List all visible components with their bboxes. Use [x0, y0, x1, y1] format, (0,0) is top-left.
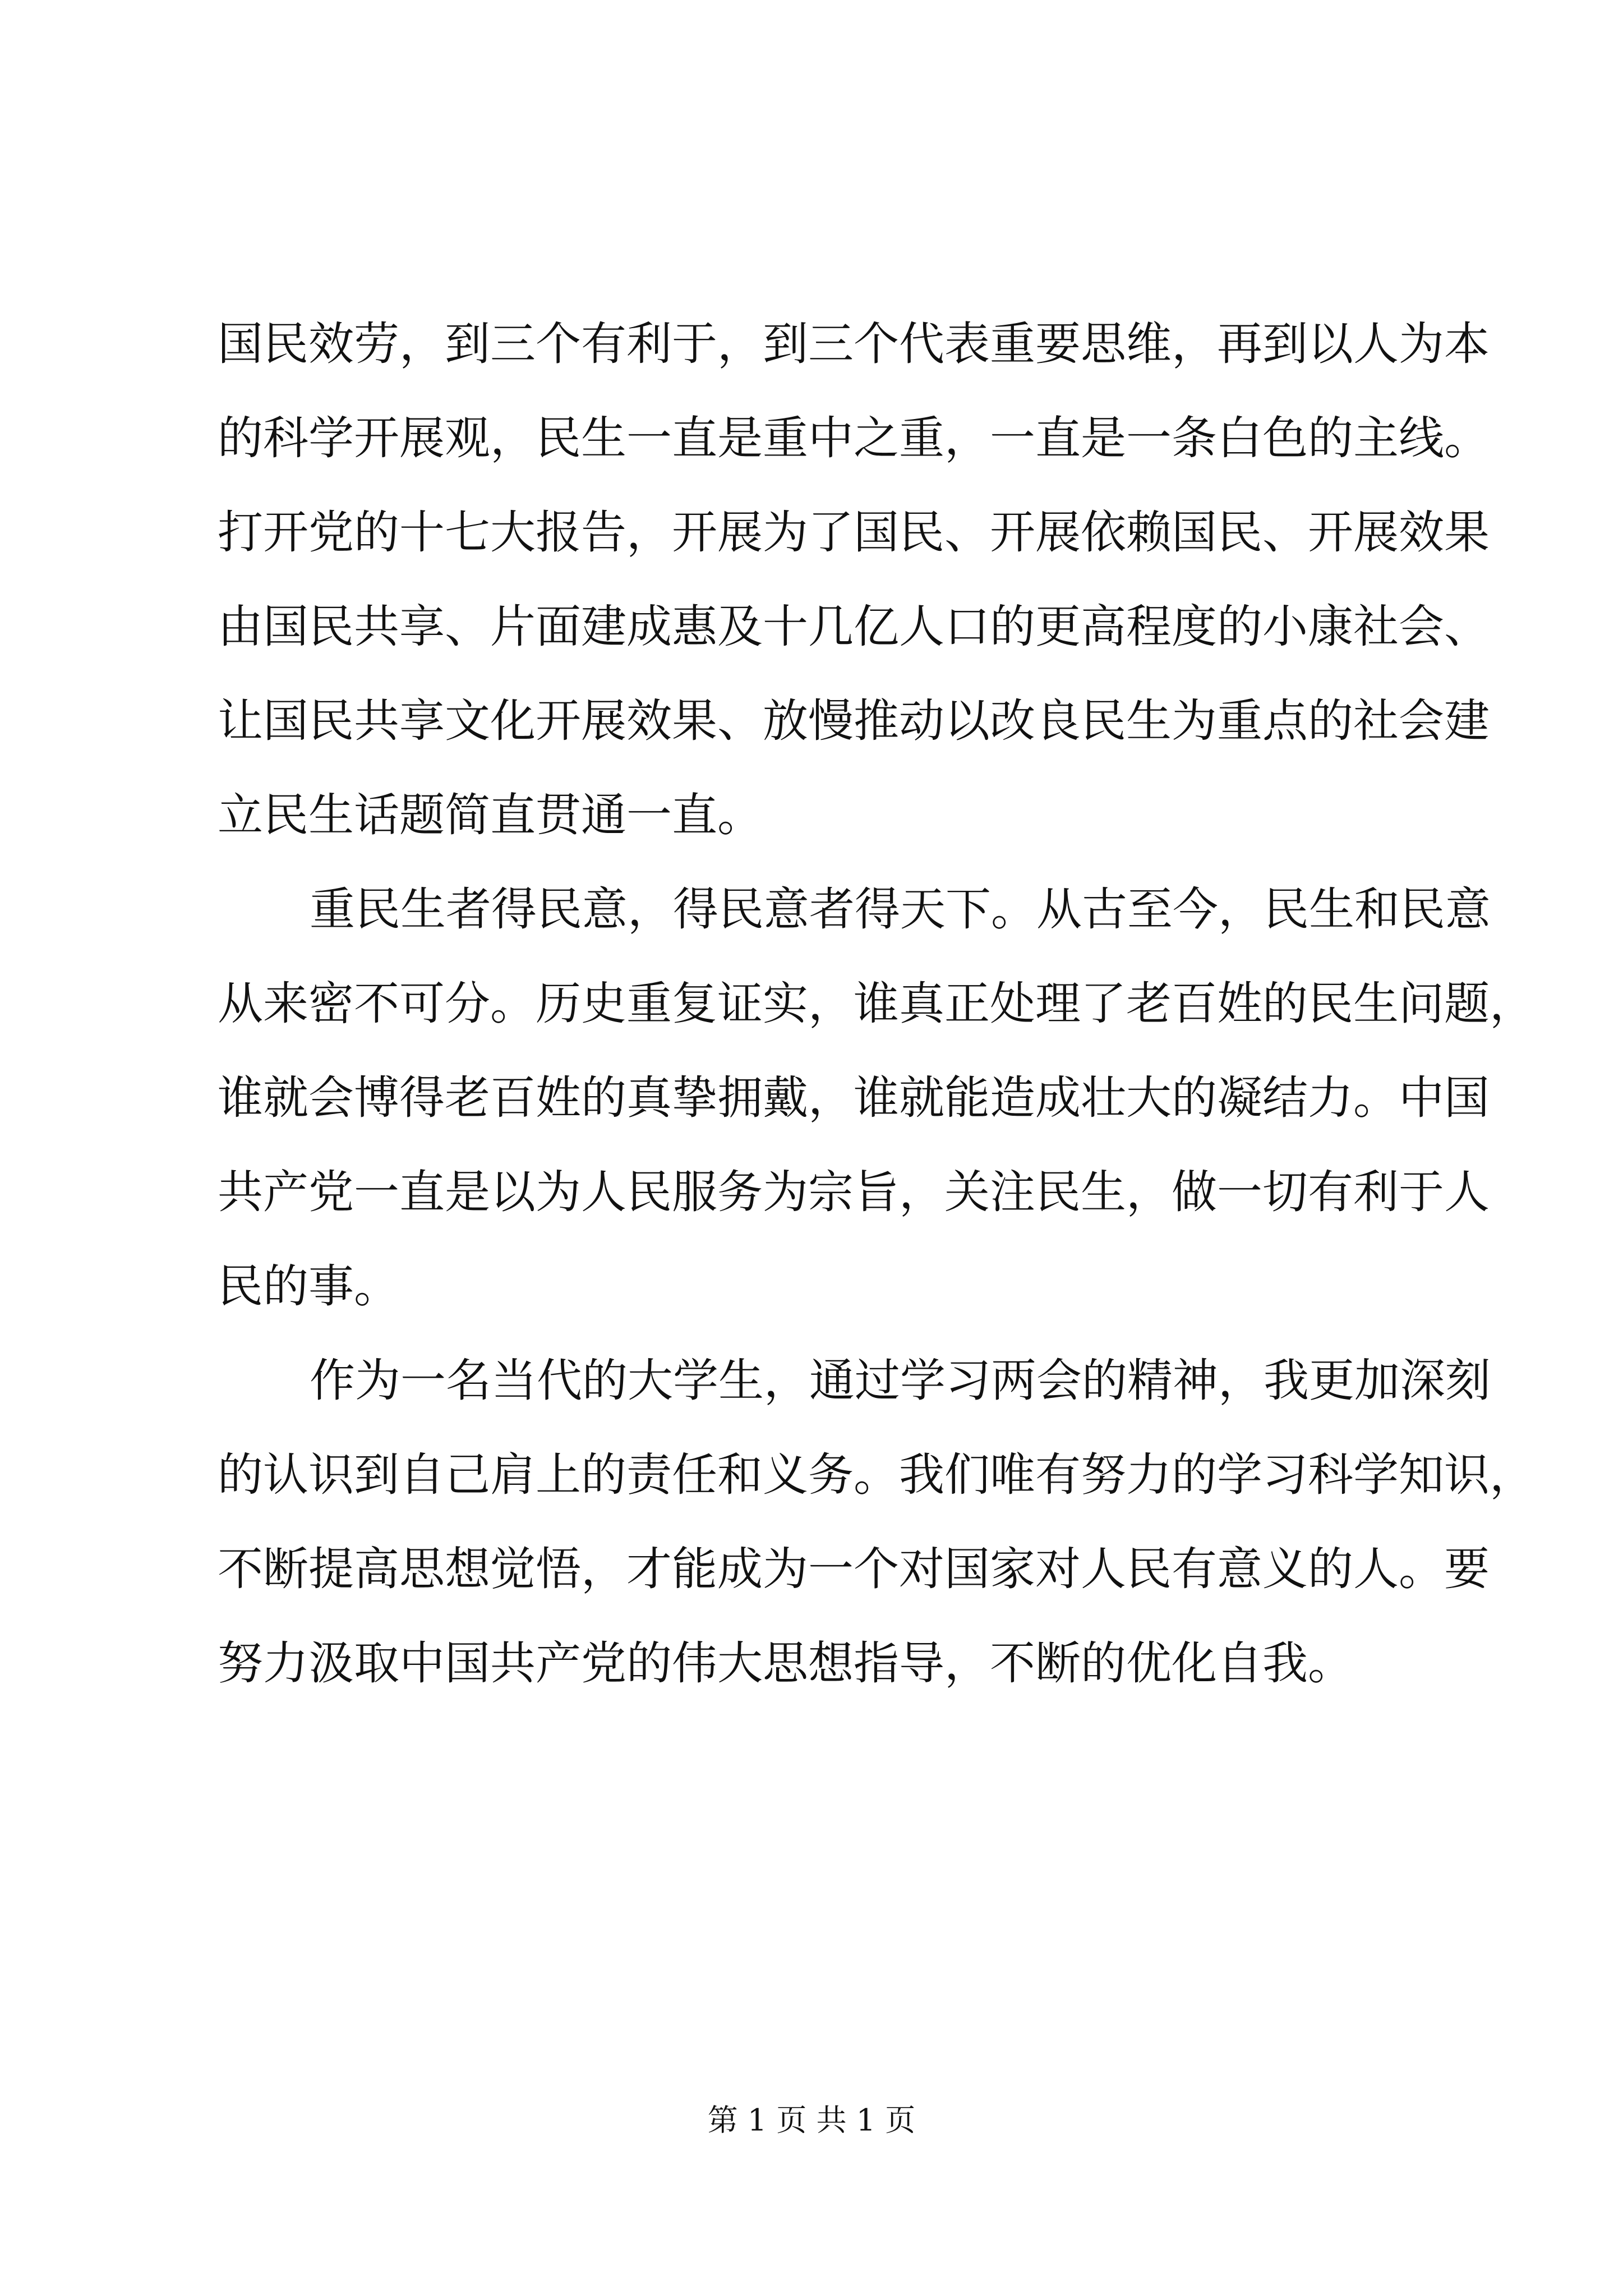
text-line: 民的事。 [218, 1260, 400, 1313]
paragraph-1 [218, 297, 1490, 863]
text-line: 从来密不可分。历史重复证实，谁真正处理了老百姓的民生问题， [218, 978, 1536, 1030]
text-line: 由国民共享、片面建成惠及十几亿人口的更高程度的小康社会、 [218, 601, 1490, 654]
page-footer: 第 1 页 共 1 页 [707, 2102, 916, 2138]
text-line: 努力汲取中国共产党的伟大思想指导，不断的优化自我。 [218, 1637, 1354, 1690]
text-line: 让国民共享文化开展效果、放慢推动以改良民生为重点的社会建 [218, 695, 1490, 748]
paragraph-3 [218, 1334, 1536, 1711]
text-line: 国民效劳，到三个有利于，到三个代表重要思维，再到以人为本 [218, 318, 1490, 371]
text-line: 作为一名当代的大学生，通过学习两会的精神，我更加深刻 [310, 1355, 1491, 1407]
paragraph-2 [218, 863, 1536, 1334]
text-line: 不断提高思想觉悟，才能成为一个对国家对人民有意义的人。要 [218, 1543, 1490, 1596]
text-line: 共产党一直是以为人民服务为宗旨，关注民生，做一切有利于人 [218, 1166, 1490, 1219]
text-line: 谁就会博得老百姓的真挚拥戴，谁就能造成壮大的凝结力。中国 [218, 1072, 1490, 1125]
text-line: 立民生话题简直贯通一直。 [218, 789, 763, 842]
text-line: 打开党的十七大报告，开展为了国民、开展依赖国民、开展效果 [218, 507, 1490, 559]
text-line: 的科学开展观，民生一直是重中之重，一直是一条白色的主线。 [218, 412, 1490, 465]
document-body [218, 297, 1536, 1711]
text-line: 的认识到自己肩上的责任和义务。我们唯有努力的学习科学知识， [218, 1449, 1536, 1502]
text-line: 重民生者得民意，得民意者得天下。从古至今，民生和民意 [310, 884, 1491, 936]
